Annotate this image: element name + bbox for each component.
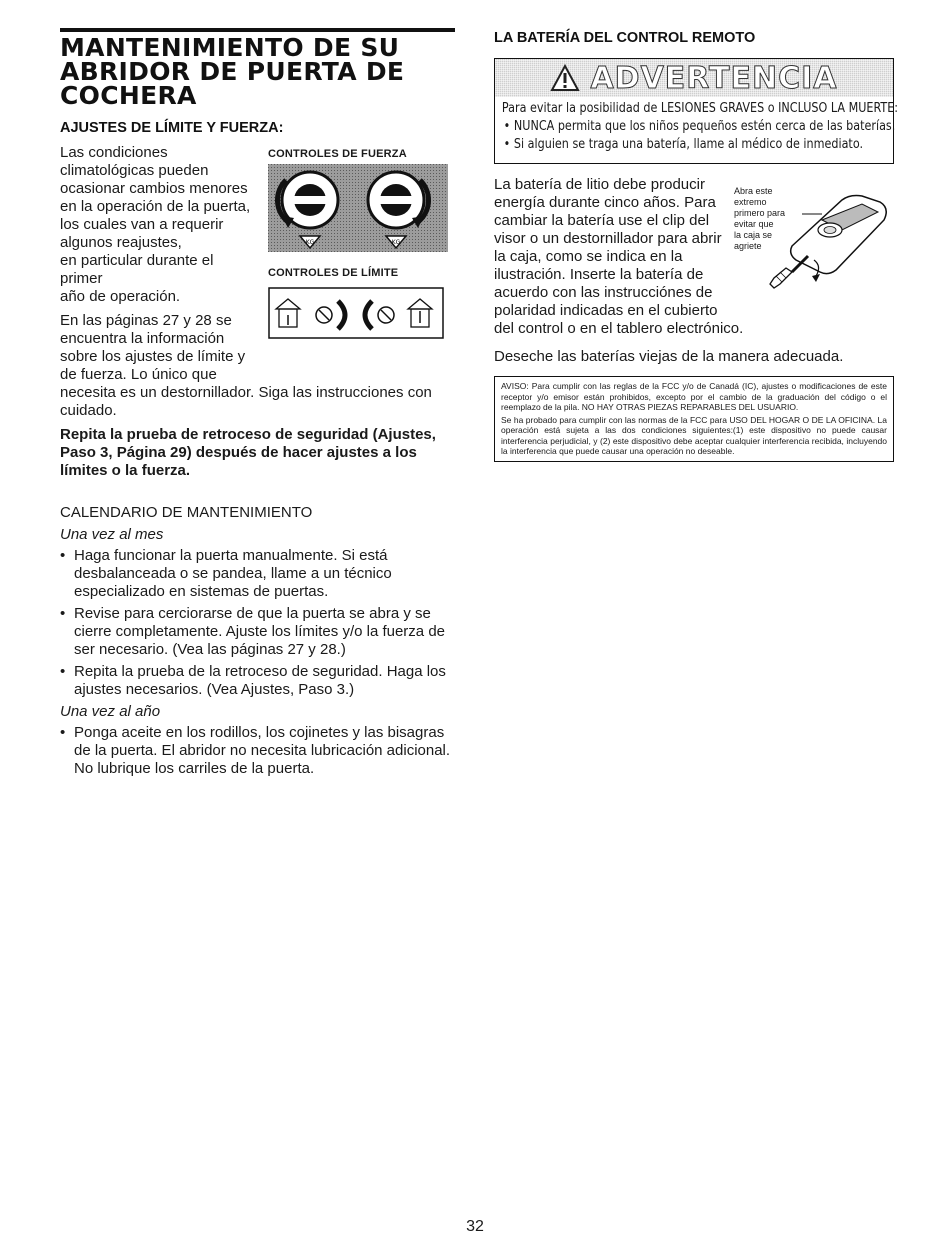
- safety-reverse-note: Repita la prueba de retroceso de seguridad (Ajustes, Paso 3, Página 29) después de hacer ajustes a los límites o la fuerza.: [60, 426, 436, 479]
- warning-text: [495, 97, 906, 163]
- warning-list: [502, 119, 899, 153]
- warning-word: ADVERTENCIA: [590, 60, 838, 96]
- fcc-notice-p2: Se ha probado para cumplir con las normas de la FCC para USO DEL HOGAR O DE LA OFICINA. La operación está sujeta a las dos condiciones siguientes:(1) este dispositivo no puede causar interferencia perjudicial, y (2) este dispositivo debe aceptar cualquier interferencia recibida, incluyendo la interferencia que puede causar una operación no deseable.: [501, 414, 887, 456]
- yearly-list: [60, 724, 455, 778]
- callout-line: la caja se: [734, 230, 773, 240]
- force-dial-icon: [268, 164, 448, 252]
- text-line: encuentra la información: [60, 330, 225, 347]
- title-line-3: COCHERA: [60, 81, 197, 110]
- conditions-paragraph: [60, 144, 258, 306]
- title-rule: [60, 28, 455, 32]
- callout-line: Abra este extremo: [734, 186, 773, 207]
- title-line-2: ABRIDOR DE PUERTA DE: [60, 57, 405, 86]
- text-line: energía durante cinco años. Para: [494, 194, 716, 211]
- fcc-notice-box: [494, 376, 894, 462]
- battery-paragraph: [494, 176, 734, 320]
- limit-screw-icon: [268, 287, 444, 339]
- text-line: En las páginas 27 y 28 se: [60, 312, 232, 329]
- force-controls-label: CONTROLES DE FUERZA: [268, 148, 407, 160]
- battery-paragraph-rest: del control o en el tablero electrónico.: [494, 320, 744, 337]
- list-item: • Repita la prueba de la retroceso de seguridad. Haga los ajustes necesarios. (Vea Ajustes, Paso 3.): [60, 663, 455, 699]
- limit-controls-label: CONTROLES DE LÍMITE: [268, 267, 399, 279]
- text-line: de fuerza. Lo único que: [60, 366, 217, 383]
- list-item: • Revise para cerciorarse de que la puerta se abra y se cierre completamente. Ajuste los límites y/o la fuerza de ser necesario. (Vea las páginas 27 y 28.): [60, 605, 455, 659]
- text-line: polaridad indicadas en el cubierto: [494, 302, 718, 319]
- text-line: acuerdo con las instrucciónes de: [494, 284, 713, 301]
- text-line: La batería de litio debe producir: [494, 176, 705, 193]
- text-line: año de operación.: [60, 288, 181, 305]
- remote-control-icon: [752, 190, 892, 300]
- monthly-heading: Una vez al mes: [60, 526, 164, 543]
- battery-block: [494, 176, 894, 338]
- page-number: 32: [466, 1218, 484, 1235]
- warning-box: [494, 58, 899, 164]
- pages-paragraph: [60, 312, 258, 384]
- callout-line: agriete: [734, 241, 762, 251]
- title-line-1: MANTENIMIENTO DE SU: [60, 33, 400, 62]
- text-line: sobre los ajustes de límite y: [60, 348, 246, 365]
- fcc-notice-p1: AVISO: Para cumplir con las reglas de la FCC y/o de Canadá (IC), ajustes o modificaciones de este receptor y/o emisor están prohibidos, excepto por el cambio de la graduación del código o el reemplazo de la pila. NO HAY OTRAS PIEZAS REPARABLES DEL USUARIO.: [501, 381, 887, 412]
- yearly-heading: Una vez al año: [60, 703, 161, 720]
- text-line: en la operación de la puerta,: [60, 198, 251, 215]
- screwdriver-icon: [770, 256, 808, 288]
- text-line: ilustración. Inserte la batería de: [494, 266, 704, 283]
- text-line: en particular durante el primer: [60, 252, 214, 287]
- warning-intro: Para evitar la posibilidad de LESIONES GRAVES o INCLUSO LA MUERTE:: [501, 101, 899, 116]
- list-item: • Si alguien se traga una batería, llame al médico de inmediato.: [502, 137, 899, 153]
- warning-triangle-icon: [550, 64, 580, 92]
- adjustments-block: [60, 144, 455, 420]
- text-line: los cuales van a requerir: [60, 216, 224, 233]
- maintenance-calendar: [60, 504, 455, 778]
- list-item: • Haga funcionar la puerta manualmente. Si está desbalanceada o se pandea, llame a un técnico especializado en sistemas de puertas.: [60, 547, 455, 601]
- right-column: [494, 28, 899, 462]
- force-controls-figure: [268, 148, 458, 344]
- list-item: • Ponga aceite en los rodillos, los cojinetes y las bisagras de la puerta. El abridor no necesita lubricación adicional. No lubrique los carriles de la puerta.: [60, 724, 455, 778]
- dispose-paragraph: Deseche las baterías viejas de la manera adecuada.: [494, 348, 844, 365]
- text-line: visor o un destornillador para abrir: [494, 230, 722, 247]
- battery-section-title: LA BATERÍA DEL CONTROL REMOTO: [494, 30, 756, 46]
- pages-paragraph-rest: necesita es un destornillador. Siga las instrucciones con cuidado.: [60, 384, 432, 419]
- text-line: ocasionar cambios menores: [60, 180, 248, 197]
- warning-banner: [495, 59, 893, 97]
- text-line: cambiar la batería use el clip del: [494, 212, 710, 229]
- list-item: • NUNCA permita que los niños pequeños estén cerca de las baterías.: [502, 119, 899, 135]
- text-line: la caja, como se indica en la: [494, 248, 683, 265]
- callout-line: primero para: [734, 208, 786, 218]
- force-dial-left-label: KG: [305, 239, 315, 246]
- text-line: Las condiciones: [60, 144, 168, 161]
- monthly-list: [60, 547, 455, 699]
- force-dial-right-label: KG: [391, 239, 401, 246]
- page-title: [60, 33, 455, 110]
- limit-force-subhead: AJUSTES DE LÍMITE Y FUERZA:: [60, 120, 284, 136]
- left-column: [60, 28, 455, 782]
- text-line: climatológicas pueden: [60, 162, 209, 179]
- calendar-title: CALENDARIO DE MANTENIMIENTO: [60, 504, 313, 521]
- callout-line: evitar que: [734, 219, 774, 229]
- text-line: algunos reajustes,: [60, 234, 182, 251]
